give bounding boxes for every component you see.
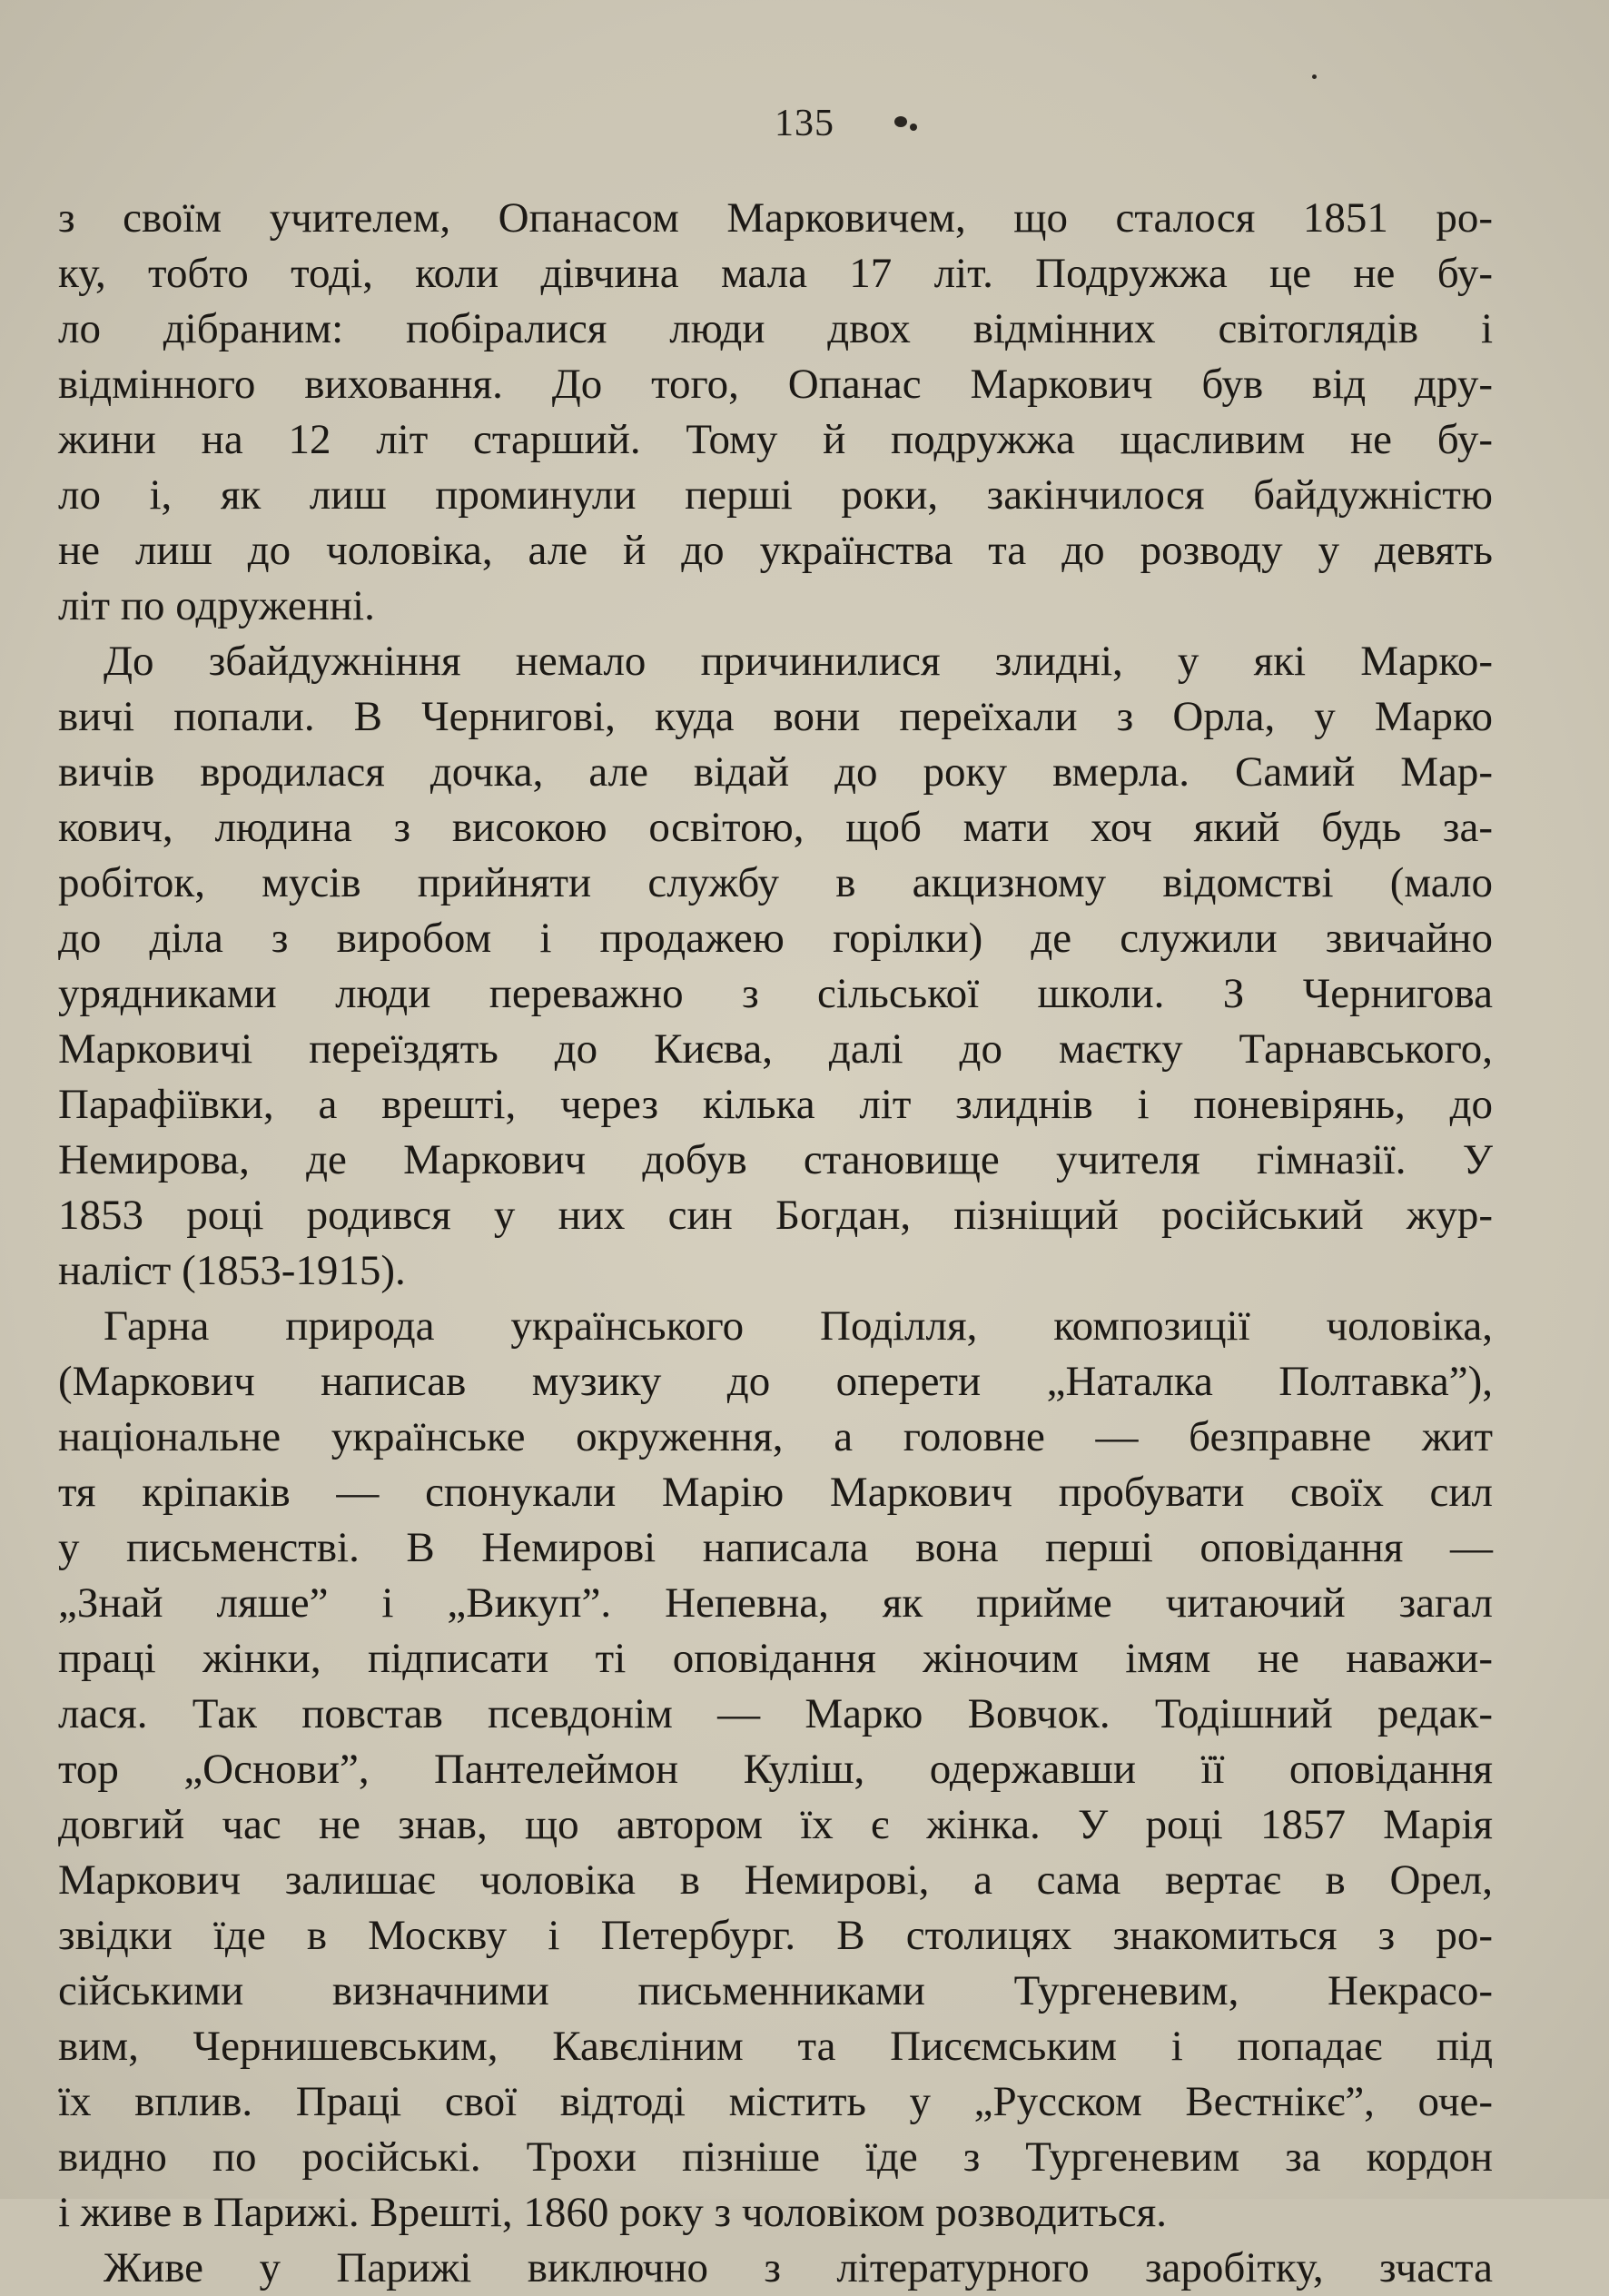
text-line: Парафіївки, а врешті, через кілька літ злиднів і поневірянь, до	[58, 1081, 1493, 1128]
text-line: їх вплив. Праці свої відтоді містить у „Русском Вестнікє”, оче-	[58, 2078, 1493, 2125]
text-line: до діла з виробом і продажею горілки) де служили звичайно	[58, 915, 1493, 962]
text-line: лася. Так повстав псевдонім — Марко Вовчок. Тодішний редак-	[58, 1690, 1493, 1737]
text-line: вичі попали. В Чернигові, куда вони переїхали з Орла, у Марко	[58, 693, 1493, 740]
text-line: кович, людина з високою освітою, щоб мати хоч який будь за-	[58, 804, 1493, 851]
text-line: Маркович залишає чоловіка в Немирові, а сама вертає в Орел,	[58, 1856, 1493, 1904]
text-line: відмінного виховання. До того, Опанас Маркович був від дру-	[58, 361, 1493, 408]
ink-speck	[910, 124, 917, 131]
ink-speck	[1312, 74, 1317, 79]
text-line: національне українське окруження, а головне — безправне жит	[58, 1413, 1493, 1460]
text-line: урядниками люди переважно з сільської школи. З Чернигова	[58, 970, 1493, 1017]
text-line: жини на 12 літ старший. Тому й подружжа щасливим не бу-	[58, 416, 1493, 463]
text-line: ку, тобто тоді, коли дівчина мала 17 літ. Подружжа це не бу-	[58, 250, 1493, 297]
text-line: ло і, як лиш проминули перші роки, закінчилося байдужністю	[58, 471, 1493, 519]
text-line: вичів вродилася дочка, але відай до року вмерла. Самий Мар-	[58, 748, 1493, 796]
text-line: звідки їде в Москву і Петербург. В столицях знакомиться з ро-	[58, 1912, 1493, 1959]
text-line: вим, Чернишевським, Кавєліним та Писємським і попадає під	[58, 2023, 1493, 2070]
page-number: 135	[775, 103, 834, 144]
text-line: у письменстві. В Немирові написала вона перші оповідання —	[58, 1524, 1493, 1571]
text-line: не лиш до чоловіка, але й до українства та до розводу у девять	[58, 527, 1493, 574]
ink-speck	[894, 116, 907, 127]
body-text	[58, 191, 1493, 2296]
text-line: тор „Основи”, Пантелеймон Куліш, одержавши її оповідання	[58, 1746, 1493, 1793]
text-line: довгий час не знав, що автором їх є жінка. У році 1857 Марія	[58, 1801, 1493, 1848]
text-line: сійськими визначними письменниками Тургеневим, Некрасо-	[58, 1967, 1493, 2014]
text-line: літ по одруженні.	[58, 582, 375, 629]
text-line: Гарна природа українського Поділля, композиції чоловіка,	[104, 1302, 1493, 1350]
text-line: і живе в Парижі. Врешті, 1860 року з чоловіком розводиться.	[58, 2189, 1167, 2236]
text-line: праці жінки, підписати ті оповідання жіночим імям не наважи-	[58, 1635, 1493, 1682]
text-line: Немирова, де Маркович добув становище учителя гімназії. У	[58, 1136, 1493, 1183]
text-line: наліст (1853-1915).	[58, 1247, 406, 1294]
text-line: з своїм учителем, Опанасом Марковичем, що сталося 1851 ро-	[58, 194, 1493, 242]
text-line: Живе у Парижі виключно з літературного заробітку, зчаста	[104, 2244, 1493, 2291]
text-line: 1853 році родився у них син Богдан, пізніщий російський жур-	[58, 1192, 1493, 1239]
text-line: тя кріпаків — спонукали Марію Маркович пробувати своїх сил	[58, 1469, 1493, 1516]
text-line: ло дібраним: побіралися люди двох відмінних світоглядів і	[58, 305, 1493, 352]
text-line: робіток, мусів прийняти службу в акцизному відомстві (мало	[58, 859, 1493, 906]
text-line: До збайдужніння немало причинилися злидні, у які Марко-	[104, 638, 1493, 685]
text-line: видно по російські. Трохи пізніше їде з Тургеневим за кордон	[58, 2133, 1493, 2181]
text-line: „Знай ляше” і „Викуп”. Непевна, як прийме читаючий загал	[58, 1579, 1493, 1627]
text-line: Марковичі переїздять до Києва, далі до маєтку Тарнавського,	[58, 1025, 1493, 1073]
text-line: (Маркович написав музику до оперети „Наталка Полтавка”),	[58, 1358, 1493, 1405]
